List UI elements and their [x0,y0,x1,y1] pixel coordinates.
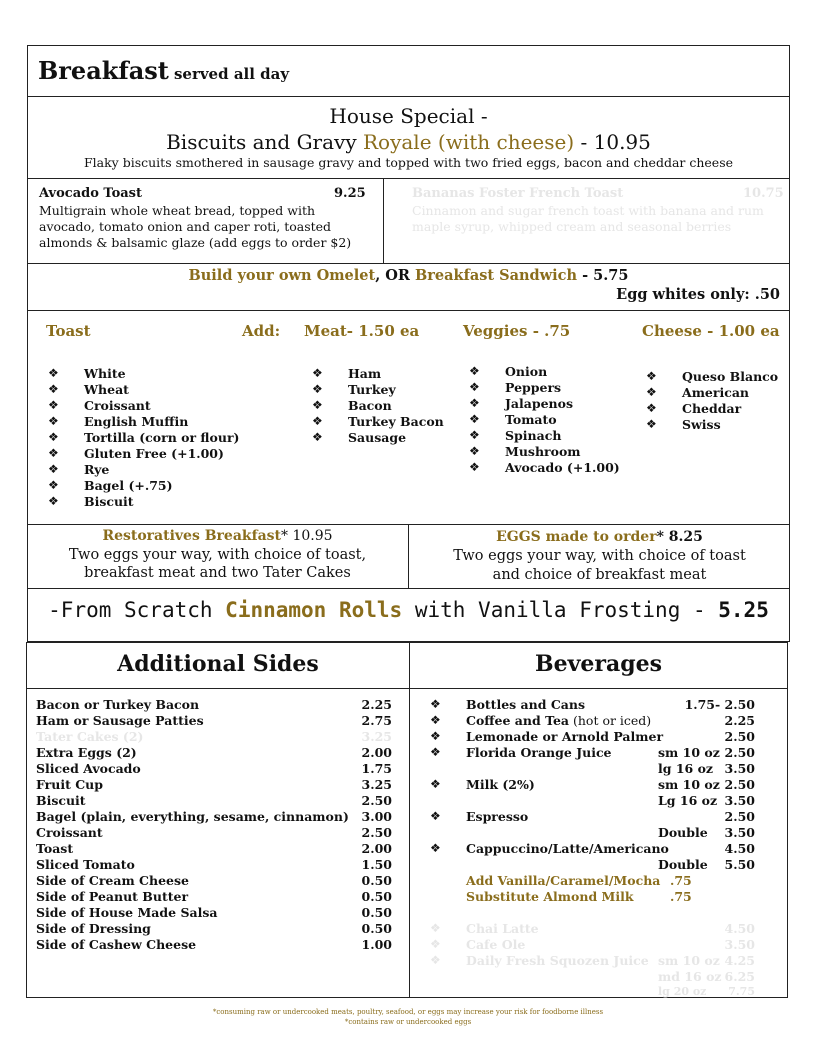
side-name: Toast [36,841,74,856]
table-row [36,873,392,888]
restoratives-price: * 10.95 [281,528,333,544]
diamond-bullet-icon: ❖ [48,398,59,412]
eggs-desc-1: Two eggs your way, with choice of toast [453,548,746,564]
diamond-bullet-icon: ❖ [469,444,480,458]
table-row [36,745,392,760]
diamond-bullet-icon: ❖ [430,745,441,759]
diamond-bullet-icon: ❖ [469,412,480,426]
bev-milk: Milk (2%) [466,777,535,792]
side-price: 3.25 [361,729,392,744]
avocado-desc-2: avocado, tomato onion and caper roti, toasted [39,219,332,234]
bev-fresh: Daily Fresh Squozen Juice [466,953,649,968]
diamond-bullet-icon: ❖ [430,809,441,823]
list-item: Avocado (+1.00) [505,460,620,475]
divider [27,310,790,311]
diamond-bullet-icon: ❖ [430,713,441,727]
footer-note: *contains raw or undercooked eggs [344,1018,472,1026]
side-name: Side of Dressing [36,921,151,936]
footer-disclaimer: *consuming raw or undercooked meats, poultry, seafood, or eggs may increase your risk for foodborne illness [212,1008,604,1016]
diamond-bullet-icon: ❖ [312,382,323,396]
side-name: Bagel (plain, everything, sesame, cinnamon) [36,809,349,824]
side-price: 2.00 [361,841,392,856]
side-name: Side of Peanut Butter [36,889,189,904]
list-item: Croissant [84,398,151,413]
bev-fresh-md: md 16 oz [658,969,722,984]
table-row [36,937,392,952]
restoratives-desc-2: breakfast meat and two Tater Cakes [84,565,351,581]
bev-coffee-name: Coffee and Tea [466,713,570,728]
beverages-title: Beverages [535,651,662,677]
diamond-bullet-icon: ❖ [48,494,59,508]
bananas-desc-2: maple syrup, whipped cream and seasonal berries [412,219,732,234]
bananas-desc-1: Cinnamon and sugar french toast with banana and rum [412,203,764,218]
diamond-bullet-icon: ❖ [646,401,657,415]
avocado-price: 9.25 [334,186,366,201]
diamond-bullet-icon: ❖ [469,428,480,442]
bev-addon-syrup: Add Vanilla/Caramel/Mocha [466,873,661,888]
list-item: Queso Blanco [682,369,779,384]
veggies-title: Veggies - .75 [463,322,571,340]
diamond-bullet-icon: ❖ [430,697,441,711]
bev-lemonade: Lemonade or Arnold Palmer [466,729,664,744]
side-name: Side of Cashew Cheese [36,937,197,952]
table-row [36,713,392,728]
cinnamon-suffix: with Vanilla Frosting - [402,598,719,622]
side-price: 2.50 [361,825,392,840]
diamond-bullet-icon: ❖ [430,921,441,935]
side-name: Bacon or Turkey Bacon [36,697,200,712]
bev-espresso-price: 2.50 [724,809,755,824]
diamond-bullet-icon: ❖ [48,446,59,460]
sides-title-rule [26,688,410,689]
header [38,56,289,85]
build-omelet: Build your own Omelet [188,267,376,284]
cheese-title: Cheese - 1.00 ea [642,322,780,340]
bev-capp-price: 4.50 [724,841,755,856]
build-price: - 5.75 [577,267,629,284]
restoratives-title [27,528,408,544]
cinnamon-name: Cinnamon Rolls [225,598,403,622]
diamond-bullet-icon: ❖ [469,380,480,394]
page-title: Breakfast [38,56,169,85]
bev-bottles-price: 1.75- 2.50 [684,697,755,712]
list-item: Turkey [348,382,396,397]
diamond-bullet-icon: ❖ [312,430,323,444]
bev-cafe-price: 3.50 [724,937,755,952]
cinnamon-prefix: -From Scratch [48,598,226,622]
cinnamon-price: 5.25 [718,598,769,622]
bev-cafe: Cafe Ole [466,937,526,952]
diamond-bullet-icon: ❖ [48,430,59,444]
diamond-bullet-icon: ❖ [312,398,323,412]
sides-title: Additional Sides [117,651,319,677]
list-item: Mushroom [505,444,581,459]
bev-oj: Florida Orange Juice [466,745,612,760]
list-item: Gluten Free (+1.00) [84,446,224,461]
bev-oj-sm-price: 2.50 [724,745,755,760]
eggs-desc-2: and choice of breakfast meat [492,567,707,583]
special-royale: Royale (with cheese) [362,130,575,154]
specials-split [383,178,384,264]
diamond-bullet-icon: ❖ [646,369,657,383]
table-row [36,777,392,792]
diamond-bullet-icon: ❖ [430,937,441,951]
bev-oj-lg-price: 3.50 [724,761,755,776]
side-price: 1.00 [361,937,392,952]
list-item: Sausage [348,430,407,445]
meat-title: Meat- 1.50 ea [304,322,420,340]
diamond-bullet-icon: ❖ [312,414,323,428]
side-price: 3.25 [361,777,392,792]
bev-coffee-price: 2.25 [724,713,755,728]
diamond-bullet-icon: ❖ [312,366,323,380]
bev-capp-double: Double [658,857,708,872]
avocado-desc-1: Multigrain whole wheat bread, topped with [39,203,316,218]
side-price: 0.50 [361,905,392,920]
bev-fresh-sm-price: 4.25 [724,953,755,968]
divider [27,588,790,589]
side-name: Side of House Made Salsa [36,905,218,920]
build-line [27,267,790,284]
side-price: 1.75 [361,761,392,776]
bev-milk-lg-price: 3.50 [724,793,755,808]
diamond-bullet-icon: ❖ [469,364,480,378]
bev-capp-double-price: 5.50 [724,857,755,872]
page-subtitle: served all day [173,65,290,83]
side-name: Tater Cakes (2) [36,729,144,744]
eggs-title [409,529,790,545]
table-row [36,905,392,920]
table-row [36,841,392,856]
diamond-bullet-icon: ❖ [646,385,657,399]
special-price: - 10.95 [574,130,651,154]
bev-fresh-md-price: 6.25 [724,969,755,984]
bev-bottles: Bottles and Cans [466,697,585,712]
list-item: Tortilla (corn or flour) [84,430,240,445]
bev-addon-syrup-price: .75 [670,873,692,888]
side-name: Side of Cream Cheese [36,873,189,888]
side-name: Fruit Cup [36,777,103,792]
egg-whites: Egg whites only: .50 [616,286,780,303]
avocado-desc-3: almonds & balsamic glaze (add eggs to order $2) [39,235,352,250]
table-row [36,793,392,808]
bev-espresso-double: Double [658,825,708,840]
side-price: 2.25 [361,697,392,712]
list-item: Spinach [505,428,562,443]
side-price: 1.50 [361,857,392,872]
bev-chai: Chai Latte [466,921,539,936]
side-name: Extra Eggs (2) [36,745,137,760]
bev-fresh-lg: lg 20 oz [658,985,707,998]
list-item: Swiss [682,417,721,432]
restoratives-desc-1: Two eggs your way, with choice of toast, [68,547,367,563]
diamond-bullet-icon: ❖ [469,396,480,410]
cinnamon-line [27,598,790,622]
bev-oj-sm: sm 10 oz [658,745,720,760]
bev-milk-lg: Lg 16 oz [658,793,718,808]
list-item: Peppers [505,380,562,395]
list-item: Bacon [348,398,392,413]
bev-oj-lg: lg 16 oz [658,761,714,776]
diamond-bullet-icon: ❖ [48,414,59,428]
bev-addon-almond-price: .75 [670,889,692,904]
build-or: , OR [375,267,416,284]
list-item: English Muffin [84,414,189,429]
side-name: Biscuit [36,793,86,808]
diamond-bullet-icon: ❖ [48,478,59,492]
bev-addon-almond: Substitute Almond Milk [466,889,634,904]
diamond-bullet-icon: ❖ [646,417,657,431]
build-sandwich: Breakfast Sandwich [415,267,578,284]
list-item: Bagel (+.75) [84,478,173,493]
bev-capp: Cappuccino/Latte/Americano [466,841,669,856]
table-row [36,729,392,744]
diamond-bullet-icon: ❖ [48,366,59,380]
eggs-name: EGGS made to order [496,529,657,545]
special-line1: House Special - [329,104,488,128]
diamond-bullet-icon: ❖ [430,777,441,791]
side-price: 0.50 [361,921,392,936]
list-item: Biscuit [84,494,134,509]
list-item: Rye [84,462,110,477]
special-name: Biscuits and Gravy [166,130,363,154]
diamond-bullet-icon: ❖ [48,382,59,396]
side-name: Croissant [36,825,103,840]
list-item: Wheat [84,382,129,397]
bev-espresso: Espresso [466,809,529,824]
bev-chai-price: 4.50 [724,921,755,936]
list-item: Onion [505,364,548,379]
bev-fresh-sm: sm 10 oz [658,953,720,968]
bev-coffee-note: (hot or iced) [569,713,652,728]
list-item: Cheddar [682,401,742,416]
table-row [36,697,392,712]
table-row [36,761,392,776]
diamond-bullet-icon: ❖ [430,729,441,743]
side-price: 2.00 [361,745,392,760]
bananas-price: 10.75 [743,186,784,201]
bev-milk-sm-price: 2.50 [724,777,755,792]
eggs-price: * 8.25 [656,529,703,545]
diamond-bullet-icon: ❖ [469,460,480,474]
bev-coffee [466,713,651,728]
side-price: 2.50 [361,793,392,808]
list-item: American [682,385,750,400]
side-price: 0.50 [361,889,392,904]
side-price: 0.50 [361,873,392,888]
restoratives-name: Restoratives Breakfast [102,528,282,544]
side-name: Ham or Sausage Patties [36,713,204,728]
diamond-bullet-icon: ❖ [430,953,441,967]
table-row [36,809,392,824]
toast-title: Toast [46,322,91,340]
table-row [36,889,392,904]
bananas-name: Bananas Foster French Toast [412,186,624,201]
side-price: 3.00 [361,809,392,824]
avocado-name: Avocado Toast [39,186,143,201]
bev-lemonade-price: 2.50 [724,729,755,744]
list-item: Jalapenos [505,396,574,411]
table-row [36,921,392,936]
list-item: Ham [348,366,382,381]
side-name: Sliced Avocado [36,761,141,776]
diamond-bullet-icon: ❖ [48,462,59,476]
side-price: 2.75 [361,713,392,728]
side-name: Sliced Tomato [36,857,135,872]
special-desc: Flaky biscuits smothered in sausage gravy and topped with two fried eggs, bacon and cheddar cheese [83,155,734,170]
bev-fresh-lg-price: 7.75 [728,985,755,998]
table-row [36,857,392,872]
diamond-bullet-icon: ❖ [430,841,441,855]
bev-milk-sm: sm 10 oz [658,777,720,792]
bev-espresso-double-price: 3.50 [724,825,755,840]
special-line2 [27,130,790,154]
divider [27,96,790,97]
list-item: White [84,366,126,381]
list-item: Tomato [505,412,557,427]
list-item: Turkey Bacon [348,414,444,429]
table-row [36,825,392,840]
beverages-title-rule [409,688,788,689]
add-label: Add: [242,322,281,340]
